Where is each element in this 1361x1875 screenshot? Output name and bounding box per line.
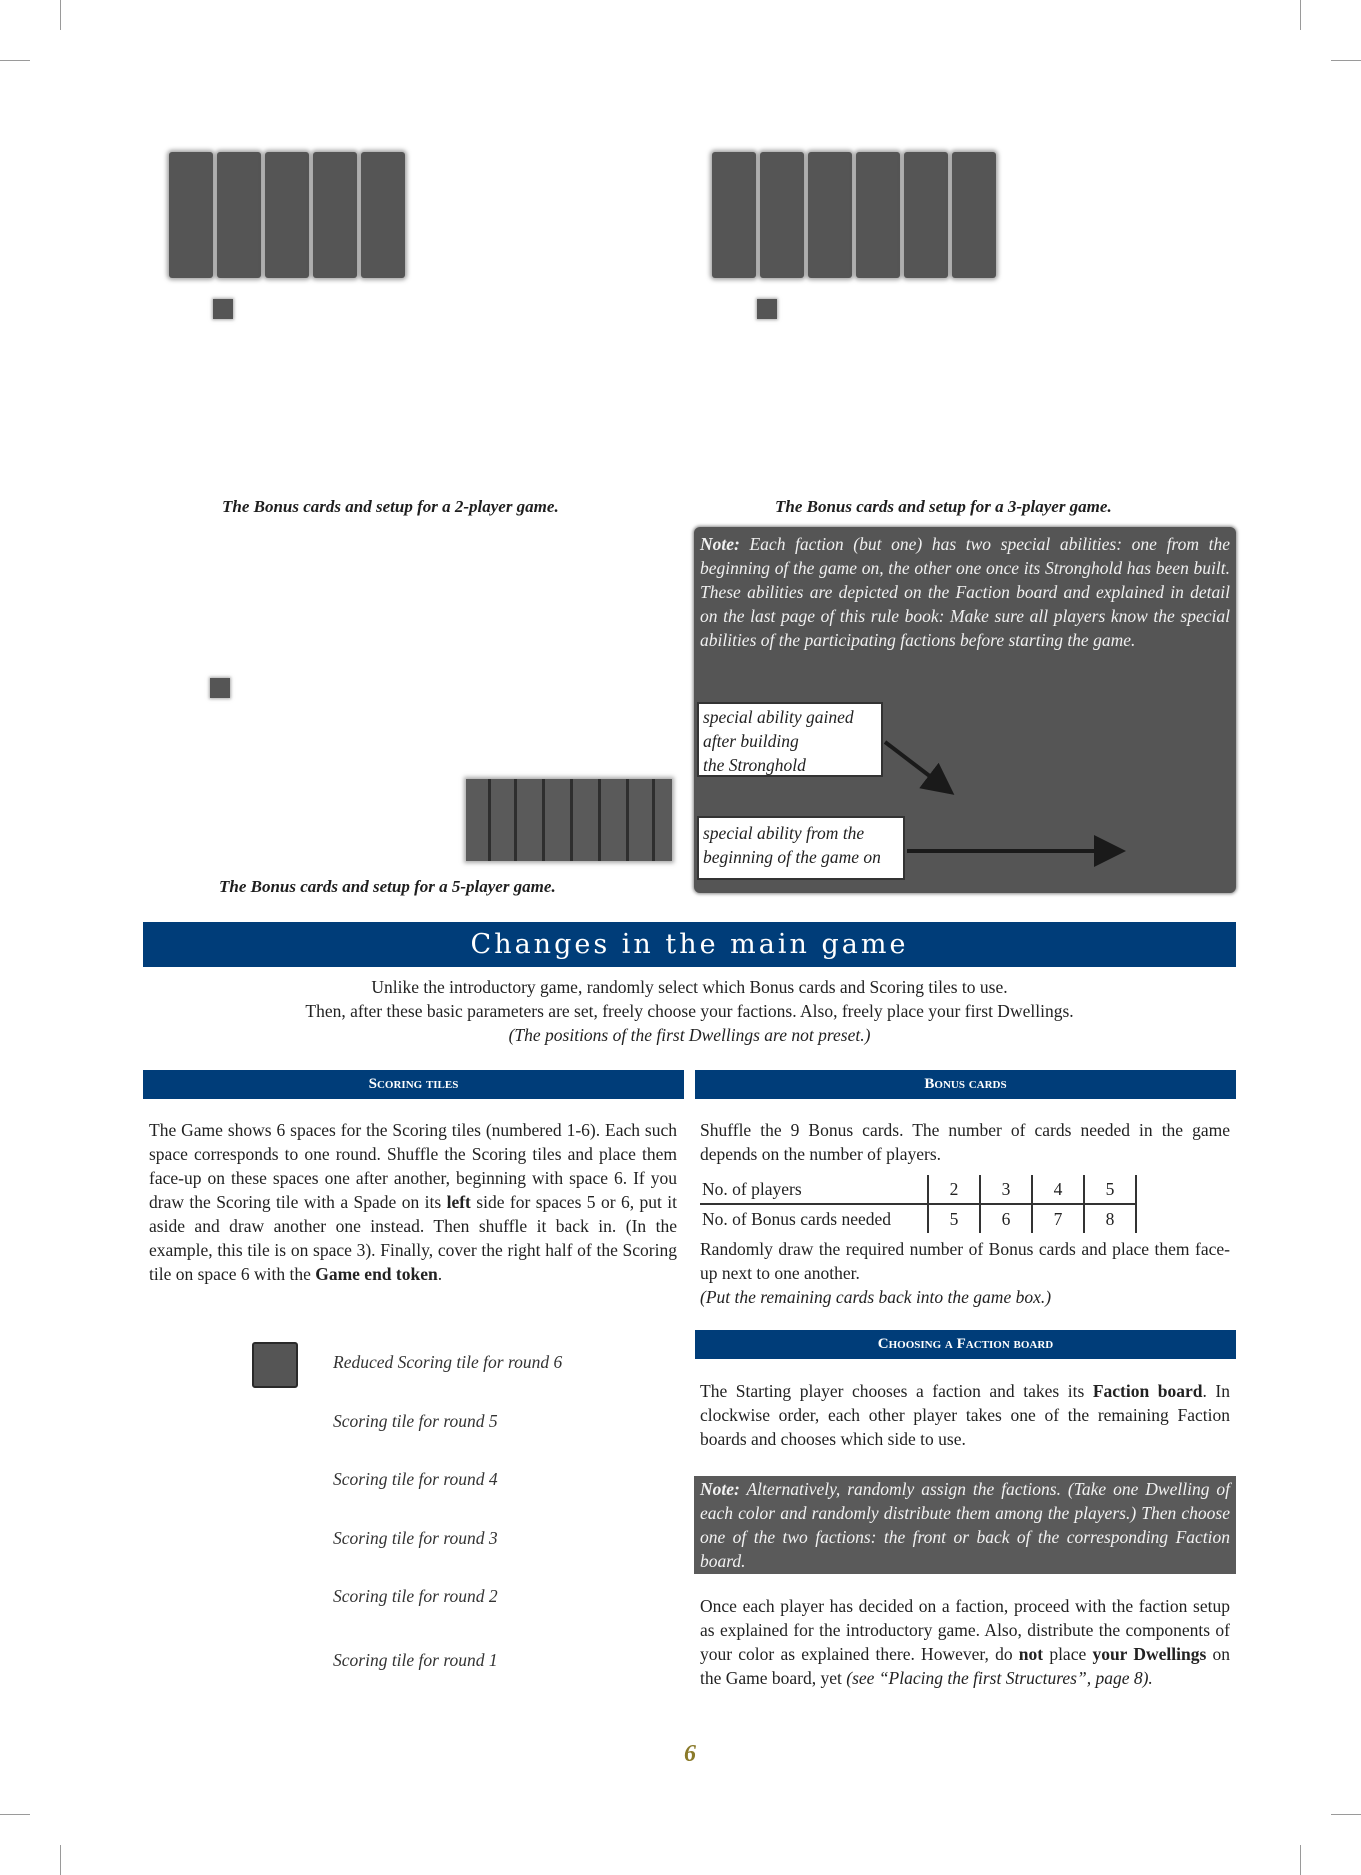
page-number: 6	[684, 1741, 696, 1767]
tile-label-round-3: Scoring tile for round 3	[333, 1528, 498, 1548]
main-section-banner: Changes in the main game	[143, 922, 1236, 967]
table-cell: 6	[980, 1204, 1032, 1233]
caption-3-player: The Bonus cards and setup for a 3-player game.	[775, 497, 1112, 516]
tile-label-round-1: Scoring tile for round 1	[333, 1650, 498, 1670]
scoring-tiles-text: The Game shows 6 spaces for the Scoring tiles (numbered 1-6). Each such space corresponds to one round. Shuffle the Scoring tiles and place them face-up on these spaces one after another, beginning with space 6. If you draw the Scoring tile with a Spade on its left side for spaces 5 or 6, put it aside and draw another one instead. Then shuffle it back in. (In the example, this tile is on space 3). Finally, cover the right half of the Scoring tile on space 6 with the Game end token.	[149, 1120, 677, 1284]
table-cell: 4	[1032, 1175, 1084, 1204]
note-label: Note:	[700, 534, 740, 554]
table-cell: 2	[928, 1175, 980, 1204]
tile-label-round-2: Scoring tile for round 2	[333, 1586, 498, 1606]
scoring-tiles-header: Scoring tiles	[143, 1070, 684, 1099]
table-cell: 7	[1032, 1204, 1084, 1233]
intro-line-1: Unlike the introductory game, randomly select which Bonus cards and Scoring tiles to use.	[371, 977, 1008, 997]
callout-line: special ability gained	[703, 707, 854, 727]
faction-board-text: The Starting player chooses a faction and takes its Faction board. In clockwise order, each other player takes one of the remaining Faction boards and chooses which side to use.	[700, 1381, 1230, 1449]
bonus-cards-table	[700, 1175, 1137, 1233]
faction-setup-text: Once each player has decided on a faction, proceed with the faction setup as explained for the introductory game. Also, distribute the components of your color as explained there. However, do not place your Dwellings on the Game board, yet (see “Placing the first Structures”, page 8).	[700, 1596, 1230, 1688]
table-row	[700, 1175, 1136, 1204]
table-cell: 3	[980, 1175, 1032, 1204]
callout-line: special ability from the	[703, 823, 865, 843]
callout-line: after building	[703, 731, 799, 751]
table-cell: 5	[928, 1204, 980, 1233]
callout-line: the Stronghold	[703, 755, 806, 775]
faction-board-header: Choosing a Faction board	[695, 1330, 1236, 1359]
note-body: Each faction (but one) has two special abilities: one from the beginning of the game on, the other one once its Stronghold has been built. These abilities are depicted on the Faction board and explained in detail on the last page of this rule book: Make sure all players know the special abilities of the participating factions before starting the game.	[700, 534, 1230, 650]
tile-label-round-4: Scoring tile for round 4	[333, 1469, 498, 1489]
intro-line-3: (The positions of the first Dwellings are not preset.)	[508, 1025, 871, 1045]
table-cell: No. of players	[700, 1175, 928, 1204]
bonus-cards-draw-text: Randomly draw the required number of Bonus cards and place them face-up next to one another.	[700, 1239, 1230, 1283]
caption-2-player: The Bonus cards and setup for a 2-player game.	[222, 497, 559, 516]
reduced-scoring-tile	[252, 1342, 298, 1388]
table-cell: 8	[1084, 1204, 1136, 1233]
table-cell: No. of Bonus cards needed	[700, 1204, 928, 1233]
faction-alt-note-text: Note: Alternatively, randomly assign the factions. (Take one Dwelling of each color and randomly distribute them among the players.) Then choose one of the two factions: the front or back of the corresponding Faction board.	[700, 1479, 1230, 1571]
tile-label-round-6: Reduced Scoring tile for round 6	[333, 1352, 563, 1372]
table-cell: 5	[1084, 1175, 1136, 1204]
table-row	[700, 1204, 1136, 1233]
caption-5-player: The Bonus cards and setup for a 5-player game.	[219, 877, 556, 896]
bonus-cards-header: Bonus cards	[695, 1070, 1236, 1099]
bonus-cards-text: Shuffle the 9 Bonus cards. The number of cards needed in the game depends on the number of players.	[700, 1120, 1230, 1164]
intro-line-2: Then, after these basic parameters are set, freely choose your factions. Also, freely place your first Dwellings.	[305, 1001, 1074, 1021]
arrow-stronghold	[885, 742, 948, 790]
callout-line: beginning of the game on	[703, 847, 881, 867]
tile-label-round-5: Scoring tile for round 5	[333, 1411, 498, 1431]
bonus-cards-remaining-text: (Put the remaining cards back into the game box.)	[700, 1287, 1052, 1307]
